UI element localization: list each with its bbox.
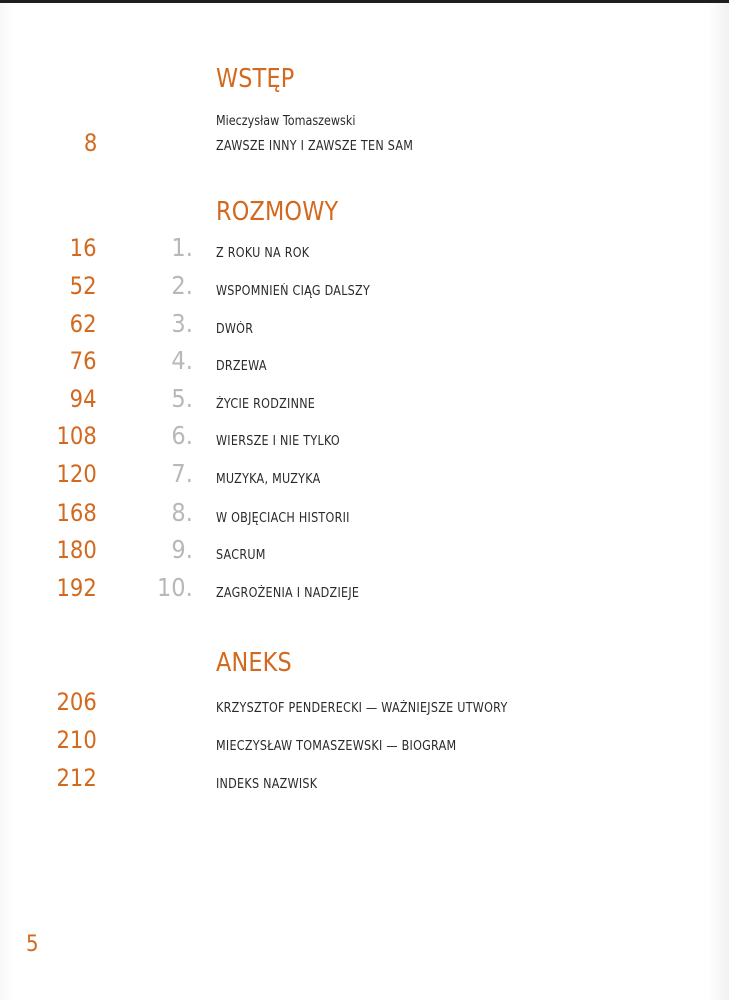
toc-page-number: 168 [56,499,97,527]
chapter-number: 8. [171,498,193,527]
chapter-title: W OBJĘCIACH HISTORII [216,511,350,526]
toc-page-number: 94 [70,385,97,413]
toc-page-number: 212 [56,764,97,792]
chapter-title: ZAGROŻENIA I NADZIEJE [216,586,360,601]
toc-page-number: 76 [70,347,97,375]
toc-page-number: 206 [56,688,97,716]
toc-page-number: 192 [56,574,97,602]
chapter-number: 6. [171,421,193,450]
chapter-title: DRZEWA [216,359,267,374]
chapter-number: 7. [171,459,193,488]
toc-page-number: 62 [70,310,97,338]
section-title-conversations: ROZMOWY [216,197,339,227]
chapter-title: SACRUM [216,548,266,563]
annex-entry-title: MIECZYSŁAW TOMASZEWSKI — BIOGRAM [216,739,457,754]
chapter-number: 1. [171,233,193,262]
page-folio: 5 [26,932,39,957]
toc-page-number: 108 [56,422,97,450]
top-edge-shadow [0,0,729,3]
chapter-number: 9. [171,535,193,564]
chapter-title: WSPOMNIEŃ CIĄG DALSZY [216,284,371,299]
chapter-title: MUZYKA, MUZYKA [216,472,321,487]
annex-entry-title: INDEKS NAZWISK [216,777,318,792]
intro-page-number: 8 [83,129,97,157]
toc-page-number: 180 [56,536,97,564]
chapter-title: DWÓR [216,322,254,337]
chapter-number: 2. [171,271,193,300]
toc-page-number: 16 [70,234,97,262]
chapter-title: Z ROKU NA ROK [216,246,310,261]
chapter-number: 4. [171,346,193,375]
toc-page-number: 120 [56,460,97,488]
chapter-title: WIERSZE I NIE TYLKO [216,434,341,449]
chapter-title: ŻYCIE RODZINNE [216,397,316,412]
intro-author: Mieczysław Tomaszewski [216,114,356,129]
chapter-number: 5. [171,384,193,413]
chapter-number: 10. [157,573,193,602]
intro-entry-title: ZAWSZE INNY I ZAWSZE TEN SAM [216,139,414,154]
section-title-annex: ANEKS [216,648,292,678]
toc-page-number: 52 [70,272,97,300]
chapter-number: 3. [171,309,193,338]
toc-page-number: 210 [56,726,97,754]
section-title-intro: WSTĘP [216,64,295,94]
annex-entry-title: KRZYSZTOF PENDERECKI — WAŻNIEJSZE UTWORY [216,701,508,716]
